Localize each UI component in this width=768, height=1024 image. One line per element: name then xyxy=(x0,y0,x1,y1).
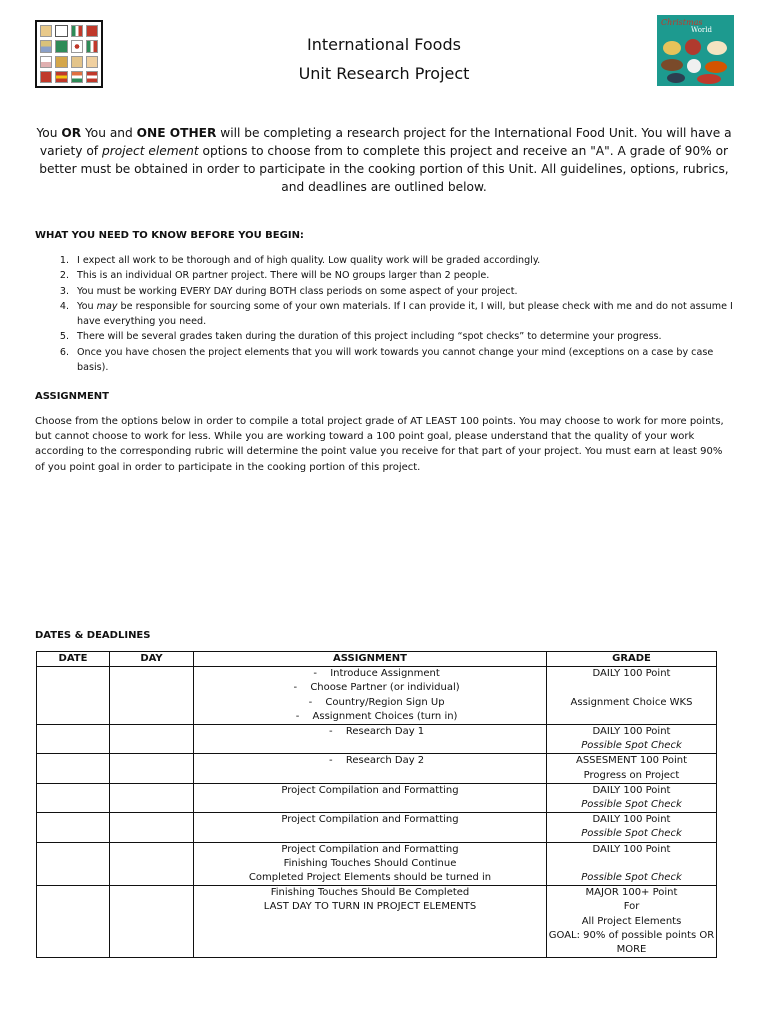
date-cell xyxy=(37,754,110,783)
cover-subtitle-text: World xyxy=(691,26,712,34)
assignment-cell: Finishing Touches Should Be Completed LAST DAY TO TURN IN PROJECT ELEMENTS xyxy=(194,886,547,958)
grade-cell: MAJOR 100+ Point For All Project Elements GOAL: 90% of possible points OR MORE xyxy=(547,886,717,958)
intro-paragraph xyxy=(35,124,733,196)
assignment-cell: - Introduce Assignment - Choose Partner (or individual) - Country/Region Sign Up - Assignment Choices (turn in) xyxy=(194,667,547,725)
list-item: 4. You may be responsible for sourcing some of your own materials. If I can provide it, I will, but please check with me and do not assume I have everything you need. xyxy=(59,300,733,328)
col-date-header: DATE xyxy=(37,652,110,667)
day-cell xyxy=(110,886,194,958)
list-item: 5. There will be several grades taken during the duration of this project including “spot checks” to determine your progress. xyxy=(59,331,662,343)
list-item: 3. You must be working EVERY DAY during BOTH class periods on some aspect of your project. xyxy=(59,285,518,297)
day-cell xyxy=(110,842,194,886)
day-cell xyxy=(110,725,194,754)
table-row xyxy=(37,842,717,886)
col-grade-header: GRADE xyxy=(547,652,717,667)
date-cell xyxy=(37,667,110,725)
intro-text-4: options to choose from to complete this project and receive an "A". A grade of 90% or better must be obtained in order to participate in the cooking portion of this Unit. All guidelines, options, rubrics, and deadlines are outlined below. xyxy=(39,144,729,194)
assignment-cell: - Research Day 1 xyxy=(194,725,547,754)
intro-italic-project-element: project element xyxy=(101,144,199,158)
grade-cell: DAILY 100 Point Possible Spot Check xyxy=(547,783,717,812)
day-cell xyxy=(110,783,194,812)
page-subtitle: Unit Research Project xyxy=(298,64,470,83)
table-row xyxy=(37,813,717,842)
intro-text-1: You xyxy=(36,126,62,140)
table-row xyxy=(37,886,717,958)
day-cell xyxy=(110,667,194,725)
date-cell xyxy=(37,783,110,812)
intro-bold-one-other: ONE OTHER xyxy=(136,126,217,140)
list-item: 2. This is an individual OR partner project. There will be NO groups larger than 2 people. xyxy=(59,270,490,282)
grade-cell: DAILY 100 Point Assignment Choice WKS xyxy=(547,667,717,725)
date-cell xyxy=(37,842,110,886)
assignment-paragraph: Choose from the options below in order to compile a total project grade of AT LEAST 100 points. You may choose to work for more points, but cannot choose to work for less. While you are working toward a 100 point goal, please understand that the quality of your work according to the corresponding rubric will determine the point value you receive for that part of your project. You must earn at least 90% of you point goal in order to participate in the cooking portion of this project. xyxy=(35,416,724,473)
grade-cell: DAILY 100 Point Possible Spot Check xyxy=(547,842,717,886)
list-item: 1. I expect all work to be thorough and of high quality. Low quality work will be graded accordingly. xyxy=(59,255,541,266)
date-cell xyxy=(37,886,110,958)
assignment-heading: ASSIGNMENT xyxy=(35,391,109,402)
table-row xyxy=(37,783,717,812)
table-header-row xyxy=(37,652,717,667)
deadlines-table xyxy=(36,651,717,958)
col-assignment-header: ASSIGNMENT xyxy=(194,652,547,667)
cover-title-text: Christmas xyxy=(661,18,703,27)
table-row xyxy=(37,754,717,783)
requirements-list xyxy=(35,253,735,375)
assignment-cell: Project Compilation and Formatting xyxy=(194,783,547,812)
deadlines-heading: DATES & DEADLINES xyxy=(35,630,151,641)
day-cell xyxy=(110,754,194,783)
list-item: 6. Once you have chosen the project elements that you will work towards you cannot change your mind (exceptions on a case by case basis). xyxy=(59,346,714,374)
table-row xyxy=(37,725,717,754)
day-cell xyxy=(110,813,194,842)
date-cell xyxy=(37,813,110,842)
assignment-cell: - Research Day 2 xyxy=(194,754,547,783)
grade-cell: DAILY 100 Point Possible Spot Check xyxy=(547,813,717,842)
intro-text-3: will be completing a research project for the International Food Unit. You will have a variety of xyxy=(39,126,732,158)
assignment-cell: Project Compilation and Formatting Finishing Touches Should Continue Completed Project Elements should be turned in xyxy=(194,842,547,886)
page-title: International Foods xyxy=(307,35,461,54)
grade-cell: ASSESMENT 100 Point Progress on Project xyxy=(547,754,717,783)
intro-text-2: You and xyxy=(81,126,137,140)
date-cell xyxy=(37,725,110,754)
col-day-header: DAY xyxy=(110,652,194,667)
know-heading: WHAT YOU NEED TO KNOW BEFORE YOU BEGIN: xyxy=(35,230,304,241)
grade-cell: DAILY 100 Point Possible Spot Check xyxy=(547,725,717,754)
table-row xyxy=(37,667,717,725)
intro-bold-or: OR xyxy=(61,126,82,140)
assignment-cell: Project Compilation and Formatting xyxy=(194,813,547,842)
